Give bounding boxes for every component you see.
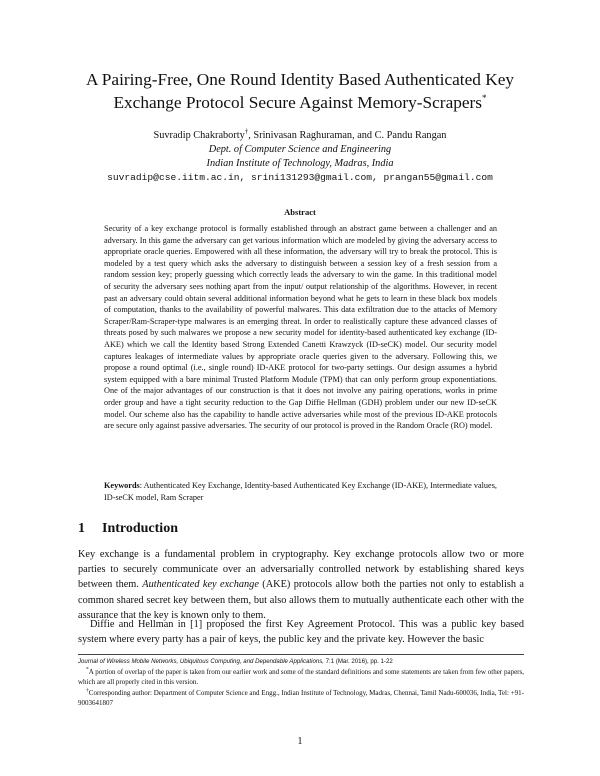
title-footnote-mark: * <box>482 93 487 104</box>
p1-emphasis: Authenticated key exchange <box>142 579 259 591</box>
footnote-2-mark: † <box>86 687 89 694</box>
abstract-heading: Abstract <box>284 207 316 217</box>
p1-text-a: Key exchange is a fundamental problem in cryptography. Key exchange protocols allow two or more parties to securely communicate over an adversarially controlled network by establishing shared keys between them. <box>78 549 524 591</box>
paper-title <box>60 68 540 114</box>
affiliation-institute: Indian Institute of Technology, Madras, India <box>206 158 394 169</box>
page-number: 1 <box>297 736 303 747</box>
section-heading <box>78 521 178 537</box>
footnote-2 <box>78 688 524 708</box>
footnote-1-text: A portion of overlap of the paper is taken from our earlier work and some of the standard definitions and some statements are taken from few other papers, which are all properly cited in this version. <box>78 668 524 686</box>
keywords-label: Keywords <box>104 481 140 490</box>
keywords-text: : Authenticated Key Exchange, Identity-based Authenticated Key Exchange (ID-AKE), Intermediate values, ID-seCK model, Ram Scraper <box>104 481 497 502</box>
intro-paragraph-1 <box>78 547 524 623</box>
intro-paragraph-2: Diffie and Hellman in [1] proposed the first Key Agreement Protocol. This was a public key based system where every party has a pair of keys, the public key and the private key. However the basic <box>78 619 524 646</box>
abstract-text: Security of a key exchange protocol is formally established through an abstract game between a challenger and an adversary. In this game the adversary can get various information which are modeled by giving the adversary access to appropriate oracle queries. Empowered with all these information, the adversary will try to break the protocol. This is modeled by a test query which asks the adversary to distinguish between a session key of a fresh session from a random session key; properly guessing which correctly leads the adversary to win the game. In this traditional model of security the adversary sees nothing apart from the input/ output relationship of the algorithms. However, in recent past an adversary could obtain several additional information beyond what he gets to learn in these black box models of computation, thanks to the availability of powerful malwares. This data exfiltration due to the attacks of Memory Scraper/Ram-Scraper-type malwares is an emerging threat. In order to realistically capture these advanced classes of threats posed by such malwares we propose a new security model for identity-based authenticated key exchange (ID-AKE) which we call the Identity based Strong Extended Canetti Krawzyck (ID-seCK) model. Our security model captures leakages of intermediate values by appropriate oracle queries given to the adversary. Following this, we propose a round optimal (i.e., single round) ID-AKE protocol for two-party settings. Our design assumes a hybrid system equipped with a bare minimal Trusted Platform Module (TPM) that can only perform group exponentiations. One of the major advantages of our construction is that it does not involve any pairing operations, works in prime order group and have a tight security reduction to the Gap Diffie Hellman (GDH) problem under our new ID-seCK model. Our scheme also has the capability to handle active adversaries while most of the previous ID-AKE protocols are secure only against passive adversaries. The security of our protocol is proved in the Random Oracle (RO) model. <box>104 224 497 431</box>
footnote-divider <box>78 654 524 655</box>
paper-title-text: A Pairing-Free, One Round Identity Based Authenticated Key Exchange Protocol Secure Against Memory-Scrapers <box>85 70 515 112</box>
footnote-2-text: Corresponding author: Department of Computer Science and Engg., Indian Institute of Technology, Madras, Chennai, Tamil Nadu-600036, India, Tel: +91-9003641807 <box>78 689 524 707</box>
p1-text-b: (AKE) protocols allow both the parties not only to establish a common shared secret key between them, but also allows them to mutually authenticate each other with the assurance that the key is known only to them. <box>78 579 525 621</box>
keywords <box>104 480 497 503</box>
coauthors: , Srinivasan Raghuraman, and C. Pandu Rangan <box>248 130 447 141</box>
footnote-1 <box>78 667 524 687</box>
author-list <box>60 129 540 143</box>
section-title: Introduction <box>102 521 178 536</box>
affiliation-dept: Dept. of Computer Science and Engineering <box>208 144 392 155</box>
author-footnote-mark: † <box>244 127 249 136</box>
journal-issue: 7:1 (Mar. 2016), pp. 1-22 <box>323 658 393 665</box>
journal-name: Journal of Wireless Mobile Networks, Ubiquitous Computing, and Dependable Applications, <box>78 658 324 665</box>
first-author: Suvradip Chakraborty <box>153 130 245 141</box>
section-number: 1 <box>78 521 85 536</box>
journal-citation <box>78 657 524 667</box>
author-emails: suvradip@cse.iitm.ac.in, srini131293@gmail.com, prangan55@gmail.com <box>107 172 493 183</box>
footnote-1-mark: * <box>86 666 89 673</box>
